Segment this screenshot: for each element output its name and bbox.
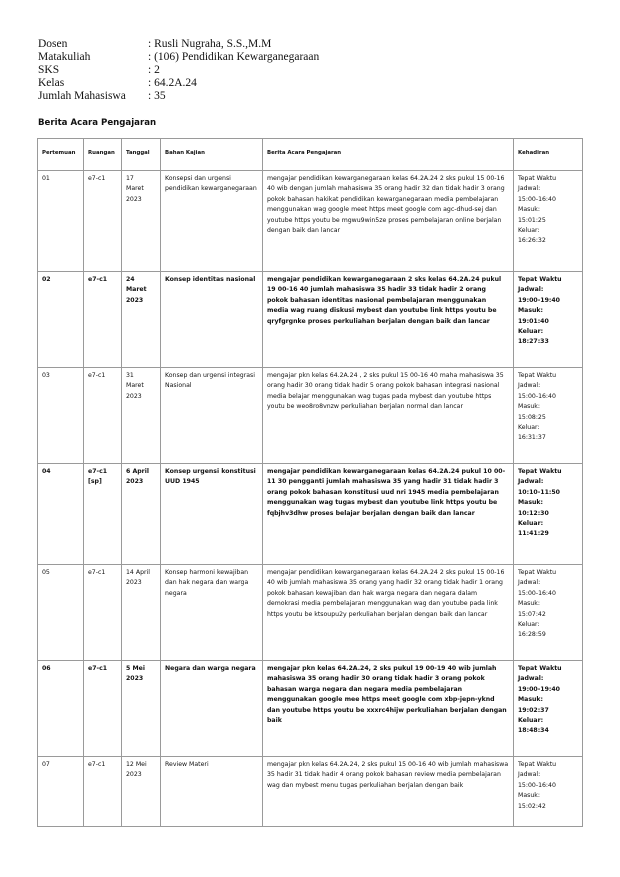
kehadiran-line: 18:48:34 [518, 727, 549, 735]
table-row [38, 661, 583, 757]
kehadiran-line: Masuk: [518, 403, 540, 411]
cell-tanggal: 6 April 2023 [122, 464, 161, 565]
table-row [38, 757, 583, 827]
cell-ruangan: e7-c1 [84, 757, 122, 827]
table-body [38, 171, 583, 827]
cell-berita-acara: mengajar pendidikan kewarganegaraan 2 sks kelas 64.2A.24 pukul 19 00-16 40 jumlah mahasiswa 35 hadir 33 tidak hadir 2 orang pokok bahasan identitas nasional pembelajaran menggunakan media wag ruang diskusi mybest dan youtube link https youtu be qryfgrgnke proses perkuliahan berjalan dengan baik dan lancar [263, 272, 514, 368]
kehadiran-line: Tepat Waktu [518, 468, 562, 475]
kehadiran-line: 11:41:29 [518, 530, 549, 538]
cell-ruangan: e7-c1 [84, 171, 122, 272]
cell-ruangan: e7-c1 [84, 565, 122, 661]
table-row [38, 368, 583, 464]
header-kehadiran: Kehadiran [514, 139, 583, 171]
kehadiran-line: Jadwal: [518, 771, 541, 779]
kehadiran-line: 16:26:32 [518, 237, 546, 245]
cell-bahan-kajian: Review Materi [161, 757, 263, 827]
cell-ruangan: e7-c1 [sp] [84, 464, 122, 565]
cell-kehadiran [514, 757, 583, 827]
kehadiran-line: 19:02:37 [518, 706, 549, 714]
kehadiran-line: Masuk: [518, 206, 540, 214]
kehadiran-line: 15:00-16:40 [518, 195, 556, 203]
kehadiran-line: Keluar: [518, 520, 544, 528]
table-header-row [38, 139, 583, 171]
cell-kehadiran [514, 368, 583, 464]
cell-berita-acara: mengajar pendidikan kewarganegaraan kelas 64.2A.24 2 sks pukul 15 00-16 40 wib jumlah mahasiswa 35 orang yang hadir 32 orang tidak hadir 1 orang pokok bahasan kewajiban dan hak warga negara dan negara dalam demokrasi media pembelajaran menggunakan wag dan youtube pada link https youtu be ktsoupu2y perkuliahan berjalan dengan baik dan lancar [263, 565, 514, 661]
kehadiran-line: Tepat Waktu [518, 276, 562, 283]
cell-ruangan: e7-c1 [84, 368, 122, 464]
kehadiran-line: 15:08:25 [518, 413, 546, 421]
info-value: : 35 [148, 90, 166, 102]
cell-kehadiran [514, 171, 583, 272]
kehadiran-line: Masuk: [518, 792, 540, 800]
cell-tanggal: 17 Maret 2023 [122, 171, 161, 272]
cell-tanggal: 12 Mei 2023 [122, 757, 161, 827]
cell-pertemuan: 03 [38, 368, 84, 464]
cell-berita-acara: mengajar pkn kelas 64.2A.24, 2 sks pukul 15 00-16 40 wib jumlah mahasiswa 35 hadir 31 tidak hadir 4 orang pokok bahasan review media pembelajaran wag dan mybest menu tugas perkuliahan berjalan dengan baik [263, 757, 514, 827]
header-bahan-kajian: Bahan Kajian [161, 139, 263, 171]
kehadiran-line: 18:27:33 [518, 338, 549, 346]
kehadiran-line: Jadwal: [518, 579, 541, 587]
info-value: : 64.2A.24 [148, 77, 197, 89]
section-title: Berita Acara Pengajaran [38, 118, 157, 128]
cell-pertemuan: 05 [38, 565, 84, 661]
info-value: : Rusli Nugraha, S.S.,M.M [148, 38, 272, 50]
cell-bahan-kajian: Konsep identitas nasional [161, 272, 263, 368]
table-row [38, 171, 583, 272]
kehadiran-line: Jadwal: [518, 478, 544, 486]
header-berita-acara: Berita Acara Pengajaran [263, 139, 514, 171]
kehadiran-line: 15:01:25 [518, 216, 546, 224]
kehadiran-line: Jadwal: [518, 382, 541, 390]
info-row-kelas [38, 77, 319, 90]
cell-berita-acara: mengajar pkn kelas 64.2A.24, 2 sks pukul 19 00-19 40 wib jumlah mahasiswa 35 orang hadir 30 orang tidak hadir 3 orang pokok bahasan warga negara dan negara media pembelajaran menggunakan google mee https meet google com xbp-jepn-yknd dan youtube https youtu be xxxrc4hijw perkuliahan berjalan dengan baik [263, 661, 514, 757]
cell-tanggal: 14 April 2023 [122, 565, 161, 661]
kehadiran-line: 19:01:40 [518, 317, 549, 325]
info-label: Kelas [38, 77, 65, 89]
table-row [38, 272, 583, 368]
kehadiran-line: Jadwal: [518, 286, 544, 294]
header-pertemuan: Pertemuan [38, 139, 84, 171]
cell-kehadiran [514, 661, 583, 757]
cell-pertemuan: 04 [38, 464, 84, 565]
kehadiran-line: Jadwal: [518, 185, 541, 193]
kehadiran-line: Keluar: [518, 328, 544, 336]
cell-berita-acara: mengajar pendidikan kewarganegaraan kelas 64.2A.24 pukul 10 00-11 30 pengganti jumlah mahasiswa 35 yang hadir 31 tidak hadir 3 orang pokok bahasan konstitusi uud nri 1945 media pembelajaran menggunakan wag tugas mybest dan youtube link https youtu be fqbjhv3dhw proses belajar berjalan dengan baik dan lancar [263, 464, 514, 565]
kehadiran-line: Keluar: [518, 227, 540, 235]
cell-tanggal: 24 Maret 2023 [122, 272, 161, 368]
kehadiran-line: Masuk: [518, 696, 544, 704]
kehadiran-line: Tepat Waktu [518, 372, 557, 379]
kehadiran-line: Tepat Waktu [518, 569, 557, 576]
cell-bahan-kajian: Konsep urgensi konstitusi UUD 1945 [161, 464, 263, 565]
cell-pertemuan: 07 [38, 757, 84, 827]
info-row-jumlah-mahasiswa [38, 90, 319, 103]
cell-kehadiran [514, 464, 583, 565]
kehadiran-line: 15:02:42 [518, 802, 546, 810]
cell-tanggal: 31 Maret 2023 [122, 368, 161, 464]
info-row-sks [38, 64, 319, 77]
cell-pertemuan: 01 [38, 171, 84, 272]
cell-ruangan: e7-c1 [84, 661, 122, 757]
info-row-dosen [38, 38, 319, 51]
kehadiran-line: Masuk: [518, 499, 544, 507]
info-label: Dosen [38, 38, 68, 50]
info-row-matakuliah [38, 51, 319, 64]
table-row [38, 464, 583, 565]
kehadiran-line: Keluar: [518, 621, 540, 629]
kehadiran-line: Keluar: [518, 424, 540, 432]
kehadiran-line: Tepat Waktu [518, 175, 557, 182]
info-value: : (106) Pendidikan Kewarganegaraan [148, 51, 320, 63]
kehadiran-line: 15:00-16:40 [518, 781, 556, 789]
kehadiran-line: 19:00-19:40 [518, 685, 560, 693]
kehadiran-line: 16:31:37 [518, 434, 546, 442]
cell-berita-acara: mengajar pendidikan kewarganegaraan kelas 64.2A.24 2 sks pukul 15 00-16 40 wib dengan jumlah mahasiswa 35 orang hadir 32 dan tidak hadir 3 orang pokok bahasan hakikat pendidikan kewarganegaraan media pembelajaran menggunakan wag google meet https meet google com agc-dhud-sej dan youtube https youtu be mgwu9win5ze proses pembelajaran online berjalan dengan baik dan lancar [263, 171, 514, 272]
cell-bahan-kajian: Konsepsi dan urgensi pendidikan kewarganegaraan [161, 171, 263, 272]
kehadiran-line: 15:07:42 [518, 610, 546, 618]
kehadiran-line: Masuk: [518, 307, 544, 315]
kehadiran-line: 19:00-19:40 [518, 296, 560, 304]
cell-pertemuan: 02 [38, 272, 84, 368]
cell-kehadiran [514, 565, 583, 661]
kehadiran-line: Keluar: [518, 717, 544, 725]
berita-acara-table [37, 138, 583, 827]
kehadiran-line: 15:00-16:40 [518, 589, 556, 597]
kehadiran-line: Tepat Waktu [518, 665, 562, 672]
kehadiran-line: 15:00-16:40 [518, 392, 556, 400]
kehadiran-line: 16:28:59 [518, 631, 546, 639]
table-row [38, 565, 583, 661]
cell-bahan-kajian: Konsep dan urgensi integrasi Nasional [161, 368, 263, 464]
info-label: Jumlah Mahasiswa [38, 90, 126, 102]
header-tanggal: Tanggal [122, 139, 161, 171]
kehadiran-line: 10:12:30 [518, 509, 549, 517]
course-info [38, 38, 319, 103]
cell-ruangan: e7-c1 [84, 272, 122, 368]
header-ruangan: Ruangan [84, 139, 122, 171]
cell-bahan-kajian: Konsep harmoni kewajiban dan hak negara dan warga negara [161, 565, 263, 661]
kehadiran-line: 10:10-11:50 [518, 488, 560, 496]
cell-bahan-kajian: Negara dan warga negara [161, 661, 263, 757]
kehadiran-line: Jadwal: [518, 675, 544, 683]
info-label: SKS [38, 64, 60, 76]
cell-berita-acara: mengajar pkn kelas 64.2A.24 , 2 sks pukul 15 00-16 40 maha mahasiswa 35 orang hadir 30 orang tidak hadir 5 orang pokok bahasan integrasi nasional media belajar menggunakan wag tugas pada mybest dan youtube https youtu be weo8ro8vnzw perkuliahan berjalan normal dan lancar [263, 368, 514, 464]
kehadiran-line: Tepat Waktu [518, 761, 557, 768]
cell-kehadiran [514, 272, 583, 368]
cell-tanggal: 5 Mei 2023 [122, 661, 161, 757]
kehadiran-line: Masuk: [518, 600, 540, 608]
info-label: Matakuliah [38, 51, 91, 63]
cell-pertemuan: 06 [38, 661, 84, 757]
info-value: : 2 [148, 64, 160, 76]
